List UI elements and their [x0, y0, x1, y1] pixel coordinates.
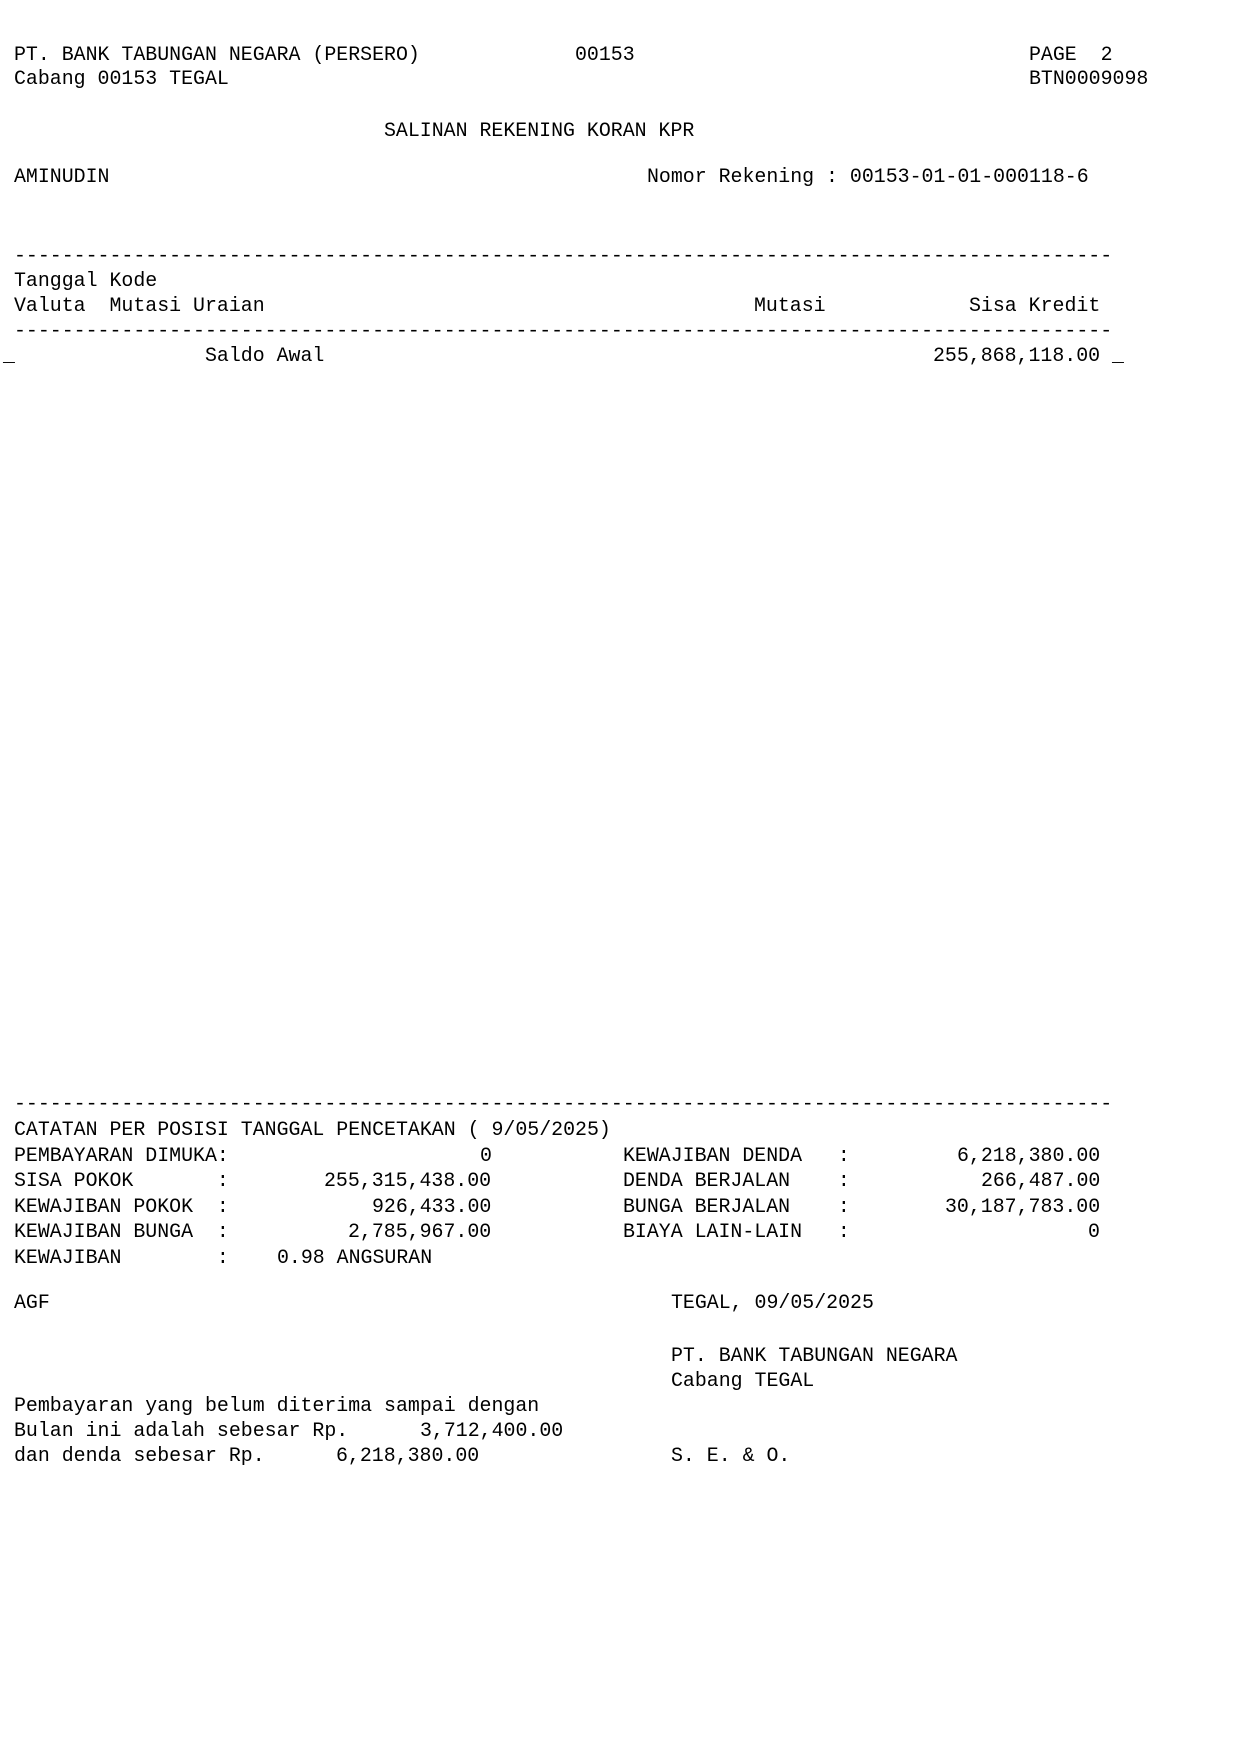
catatan-label-kewajiban: KEWAJIBAN :	[14, 1246, 229, 1269]
page-title: SALINAN REKENING KORAN KPR	[384, 119, 695, 142]
catatan-label-pembayaran-dimuka: PEMBAYARAN DIMUKA:	[14, 1144, 229, 1167]
bank-name: PT. BANK TABUNGAN NEGARA (PERSERO)	[14, 43, 420, 66]
catatan-label-kewajiban-denda: KEWAJIBAN DENDA :	[623, 1144, 850, 1167]
catatan-value-kewajiban-denda: 6,218,380.00	[957, 1144, 1101, 1167]
catatan-title: CATATAN PER POSISI TANGGAL PENCETAKAN ( 9/05/2025)	[14, 1118, 611, 1141]
catatan-value-kewajiban-bunga: 2,785,967.00	[348, 1220, 492, 1243]
catatan-label-sisa-pokok: SISA POKOK :	[14, 1169, 229, 1192]
col-header-sisa-kredit: Sisa Kredit	[969, 294, 1101, 317]
signature-bank: PT. BANK TABUNGAN NEGARA	[671, 1344, 958, 1367]
catatan-value-denda-berjalan: 266,487.00	[981, 1169, 1101, 1192]
account-holder: AMINUDIN	[14, 165, 110, 188]
catatan-value-biaya-lain-lain: 0	[1088, 1220, 1100, 1243]
page-number: PAGE 2	[1029, 43, 1113, 66]
branch-name: Cabang 00153 TEGAL	[14, 67, 229, 90]
place-date: TEGAL, 09/05/2025	[671, 1291, 874, 1314]
branch-code: 00153	[575, 43, 635, 66]
col-header-mutasi: Mutasi	[754, 294, 826, 317]
catatan-value-kewajiban: 0.98 ANGSURAN	[277, 1246, 433, 1269]
table-header-line2: Valuta Mutasi Uraian	[14, 294, 265, 317]
divider-header: --------------------------------------------------------------------------------------------	[14, 319, 1113, 342]
catatan-value-kewajiban-pokok: 926,433.00	[372, 1195, 492, 1218]
catatan-label-biaya-lain-lain: BIAYA LAIN-LAIN :	[623, 1220, 850, 1243]
note-line2-label: Bulan ini adalah sebesar Rp.	[14, 1419, 349, 1442]
row-right-mark: _	[1112, 344, 1124, 367]
catatan-label-kewajiban-bunga: KEWAJIBAN BUNGA :	[14, 1220, 229, 1243]
account-number: Nomor Rekening : 00153-01-01-000118-6	[647, 165, 1089, 188]
catatan-label-denda-berjalan: DENDA BERJALAN :	[623, 1169, 850, 1192]
row-sisa-kredit: 255,868,118.00	[933, 344, 1101, 367]
catatan-value-pembayaran-dimuka: 0	[480, 1144, 492, 1167]
divider-bottom: --------------------------------------------------------------------------------------------	[14, 1092, 1113, 1115]
catatan-label-bunga-berjalan: BUNGA BERJALAN :	[623, 1195, 850, 1218]
table-header-line1: Tanggal Kode	[14, 269, 158, 292]
catatan-value-sisa-pokok: 255,315,438.00	[324, 1169, 492, 1192]
note-line1: Pembayaran yang belum diterima sampai dengan	[14, 1394, 540, 1417]
divider-top: --------------------------------------------------------------------------------------------	[14, 244, 1113, 267]
catatan-value-bunga-berjalan: 30,187,783.00	[945, 1195, 1101, 1218]
note-line3-value: 6,218,380.00	[336, 1444, 480, 1467]
agf-label: AGF	[14, 1291, 50, 1314]
row-uraian: Saldo Awal	[205, 344, 325, 367]
report-code: BTN0009098	[1029, 67, 1149, 90]
note-line3-label: dan denda sebesar Rp.	[14, 1444, 265, 1467]
note-line2-value: 3,712,400.00	[420, 1419, 564, 1442]
seo-label: S. E. & O.	[671, 1444, 791, 1467]
signature-branch: Cabang TEGAL	[671, 1369, 815, 1392]
row-left-mark: _	[3, 344, 15, 367]
catatan-label-kewajiban-pokok: KEWAJIBAN POKOK :	[14, 1195, 229, 1218]
